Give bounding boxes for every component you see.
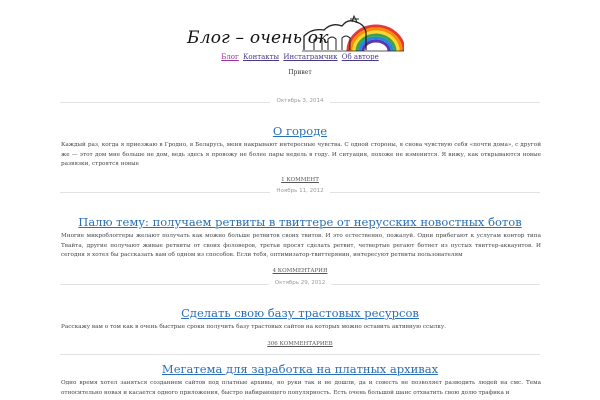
- post-excerpt: Многие микроблоггеры желают получать как можно больше ретвитов своих твитов. И это естественно, пожалуй. Одни прибегают к услугам контор типа Твайта, другие получают живые ретвиты от своих фоловеров, третьи просят сделать ретвит, четвертые регают ботнет из пустых твиттер-аккаунтов. И сегодня я хотел бы рассказать вам об одном из способов. Если тебя, оптимизатор-твиттерянин, интересуют ретвиты пользователям: [61, 233, 541, 258]
- post-comments-link[interactable]: 306 КОММЕНТАРИЕВ: [267, 341, 333, 347]
- post-title[interactable]: Сделать свою базу трастовых ресурсов: [181, 306, 419, 320]
- post-comments-link[interactable]: 4 КОММЕНТАРИЯ: [272, 268, 328, 274]
- main-nav: [0, 53, 600, 61]
- post-date: Октябрь 3, 2014: [0, 98, 600, 104]
- post-divider: [60, 354, 540, 355]
- site-title[interactable]: Блог – очень ок: [187, 28, 329, 48]
- post-excerpt: Одно время хотел заняться созданием сайтов под платные архивы, но руки так и не дошли, да и совесть не позволяет разводить людей на смс. Тема относительно новая и касается одного приложения, быстро набирающего популярность. Есть очень большой шанс отхватить свою долю трафика и: [61, 380, 541, 396]
- post-date: Октябрь 29, 2012: [0, 280, 600, 286]
- post-title[interactable]: Палю тему: получаем ретвиты в твиттере от нерусских новостных ботов: [78, 215, 522, 229]
- post-excerpt: Каждый раз, когда я приезжаю в Гродно, в Беларусь, меня накрывают интересные чувства. С одной стороны, я снова чувствую себя «почти дома», с другой же — этот дом мне больше не дом, ведь здесь я провожу не более пары недель в году. И ситуация, похоже не изменится. Я вижу, как открываются новые развязки, строятся новые: [61, 142, 541, 167]
- greeting-text: Привет: [288, 69, 312, 76]
- post-comments-link[interactable]: 1 КОММЕНТ: [281, 177, 319, 183]
- nav-item-instagram[interactable]: Инстаграмчик: [283, 53, 338, 61]
- post-title[interactable]: О городе: [272, 124, 328, 138]
- post-date: Ноябрь 11, 2012: [0, 188, 600, 194]
- nav-item-blog[interactable]: Блог: [221, 53, 239, 61]
- rainbow-logo-icon[interactable]: [302, 14, 404, 52]
- nav-item-about[interactable]: Об авторе: [341, 53, 379, 61]
- nav-item-contacts[interactable]: Контакты: [242, 53, 280, 61]
- post-title[interactable]: Мегатема для заработка на платных архивах: [161, 362, 439, 376]
- post-excerpt: Расскажу вам о том как в очень быстрые сроки получить базу трастовых сайтов на которых можно оставить активную ссылку.: [61, 324, 447, 330]
